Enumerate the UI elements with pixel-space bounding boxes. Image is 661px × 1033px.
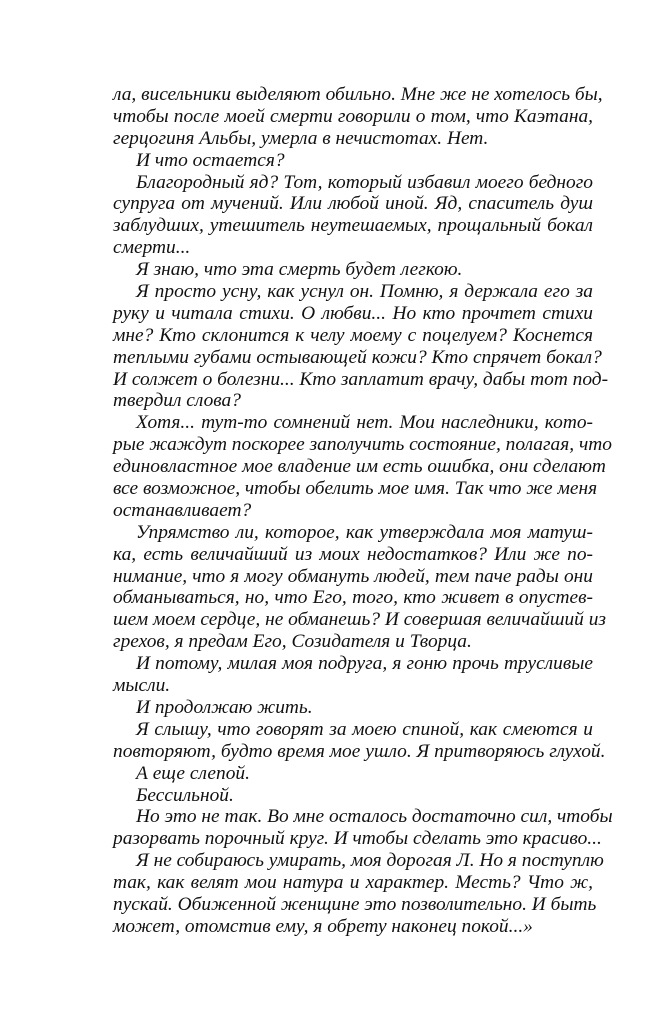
- text-line: твердил слова?: [113, 390, 241, 412]
- text-line: грехов, я предам Его, Созидателя и Творца.: [113, 631, 472, 653]
- text-line: супруга от мучений. Или любой иной. Яд, спаситель душ: [113, 193, 593, 215]
- text-line: все возможное, чтобы обелить мое имя. Так что же меня: [113, 478, 598, 500]
- text-line: может, отомстив ему, я обрету наконец покой...»: [113, 915, 533, 937]
- text-line: И солжет о болезни... Кто заплатит врачу, дабы тот под-: [113, 368, 609, 390]
- text-line: Но это не так. Во мне осталось достаточно сил, чтобы: [136, 806, 613, 828]
- body-text: [113, 84, 613, 938]
- text-line: ка, есть величайший из моих недостатков? Или же по-: [113, 543, 593, 565]
- text-line: шем моем сердце, не обманешь? И совершая величайший из: [113, 609, 606, 631]
- text-line: Благородный яд? Тот, который избавил моего бедного: [136, 171, 593, 193]
- text-line: И продолжаю жить.: [136, 696, 313, 718]
- text-line: обманываться, но, что Его, того, кто живет в опустев-: [113, 587, 593, 609]
- text-line: И потому, милая моя подруга, я гоню прочь трусливые: [136, 653, 593, 675]
- text-line: ла, висельники выделяют обильно. Мне же не хотелось бы,: [113, 84, 603, 105]
- text-line: заблудших, утешитель неутешаемых, прощальный бокал: [113, 215, 593, 237]
- text-line: Я слышу, что говорят за моею спиной, как смеются и: [136, 718, 593, 740]
- text-line: Я знаю, что эта смерть будет легкою.: [136, 259, 463, 281]
- text-line: пускай. Обиженной женщине это позволительно. И быть: [113, 893, 597, 915]
- text-line: смерти...: [113, 237, 191, 259]
- text-line: Я не собираюсь умирать, моя дорогая Л. Но я поступлю: [136, 850, 604, 872]
- text-line: мне? Кто склонится к челу моему с поцелуем? Коснется: [113, 324, 593, 346]
- text-line: единовластное мое владение им есть ошибка, они сделают: [113, 456, 606, 478]
- text-line: чтобы после моей смерти говорили о том, что Каэтана,: [113, 105, 593, 127]
- text-line: Упрямство ли, которое, как утверждала моя матуш-: [136, 521, 593, 543]
- text-line: нимание, что я могу обмануть людей, тем паче рады они: [113, 565, 593, 587]
- text-line: руку и читала стихи. О любви... Но кто прочтет стихи: [113, 302, 593, 324]
- text-line: останавливает?: [113, 499, 252, 521]
- text-line: Хотя... тут-то сомнений нет. Мои наследники, кото-: [136, 412, 593, 434]
- text-line: теплыми губами остывающей кожи? Кто спрячет бокал?: [113, 346, 602, 368]
- text-line: А еще слепой.: [136, 762, 250, 784]
- text-line: повторяют, будто время мое ушло. Я притворяюсь глухой.: [113, 740, 606, 762]
- text-line: мысли.: [113, 675, 171, 697]
- text-line: рые жаждут поскорее заполучить состояние, полагая, что: [113, 434, 612, 456]
- text-line: так, как велят мои натура и характер. Месть? Что ж,: [113, 872, 593, 894]
- text-line: И что остается?: [136, 149, 285, 171]
- text-line: Бессильной.: [136, 784, 234, 806]
- text-line: разорвать порочный круг. И чтобы сделать это красиво...: [113, 828, 602, 850]
- text-line: Я просто усну, как уснул он. Помню, я держала его за: [136, 281, 593, 303]
- text-line: герцогиня Альбы, умерла в нечистотах. Нет.: [113, 127, 489, 149]
